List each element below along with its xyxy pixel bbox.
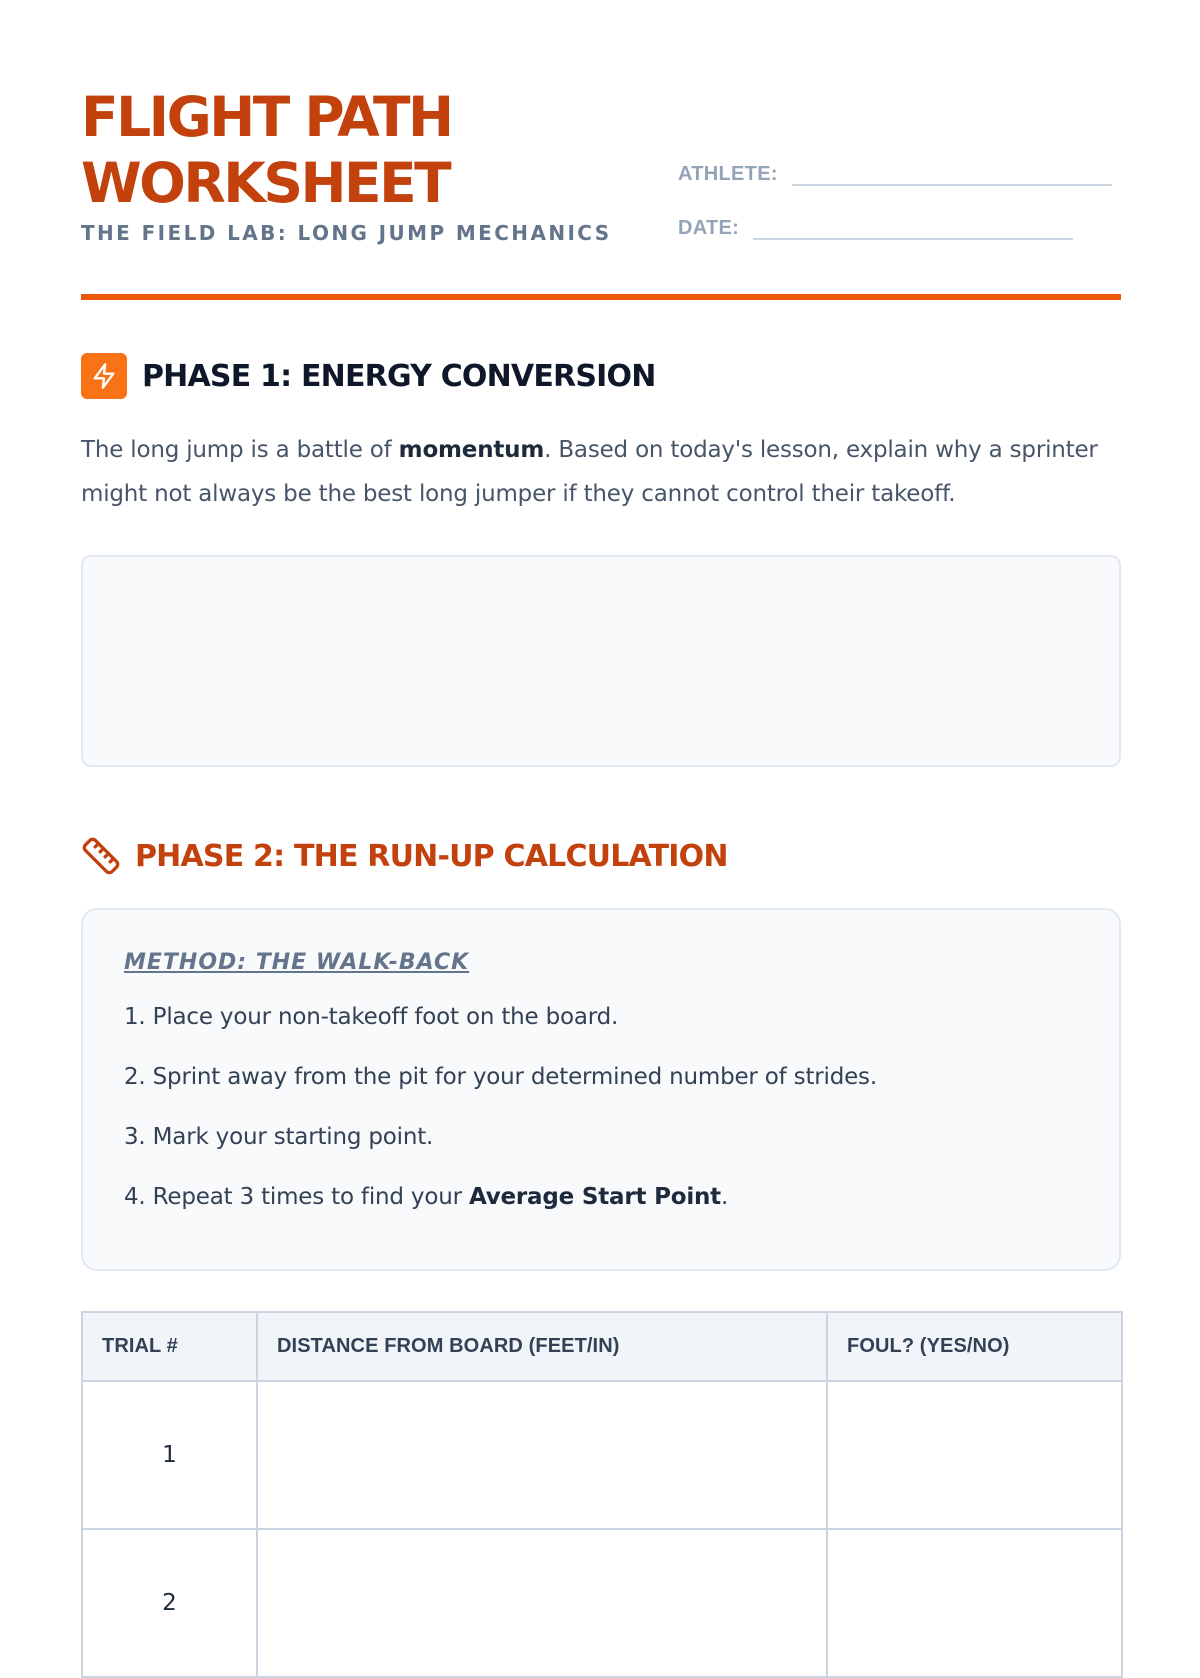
prompt-keyword: momentum	[398, 437, 545, 463]
table-row	[82, 1381, 1122, 1529]
ruler-icon	[81, 836, 121, 876]
foul-column-header: FOUL? (YES/NO)	[827, 1312, 1122, 1381]
method-step-1: 1. Place your non-takeoff foot on the board.	[124, 1004, 619, 1030]
title-line-2: WORKSHEET	[81, 151, 450, 215]
header-divider	[81, 294, 1121, 300]
phase-1-prompt	[81, 428, 1121, 516]
athlete-input-line[interactable]	[792, 162, 1112, 186]
step-4-text-start: 4. Repeat 3 times to find your	[124, 1184, 469, 1210]
trial-number-cell: 1	[82, 1381, 257, 1529]
method-step-3: 3. Mark your starting point.	[124, 1124, 434, 1150]
phase-1-heading	[81, 353, 656, 399]
page-subtitle: THE FIELD LAB: LONG JUMP MECHANICS	[81, 221, 612, 245]
trials-table	[81, 1311, 1123, 1678]
distance-cell[interactable]	[257, 1381, 827, 1529]
foul-cell[interactable]	[827, 1381, 1122, 1529]
date-label: DATE:	[678, 217, 740, 239]
prompt-text-start: The long jump is a battle of	[81, 437, 399, 463]
method-box	[81, 908, 1121, 1271]
table-header-row	[82, 1312, 1122, 1381]
phase-2-title: PHASE 2: THE RUN-UP CALCULATION	[135, 838, 728, 874]
phase-1-title: PHASE 1: ENERGY CONVERSION	[142, 358, 656, 394]
lightning-icon	[81, 353, 127, 399]
title-line-1: FLIGHT PATH	[81, 85, 452, 149]
trial-number-cell: 2	[82, 1529, 257, 1677]
date-input-line[interactable]	[753, 216, 1073, 240]
page-title	[81, 84, 452, 216]
foul-cell[interactable]	[827, 1529, 1122, 1677]
phase-2-heading	[81, 836, 728, 876]
worksheet-header	[81, 84, 1121, 284]
step-4-keyword: Average Start Point	[468, 1184, 721, 1210]
distance-column-header: DISTANCE FROM BOARD (FEET/IN)	[257, 1312, 827, 1381]
step-4-text-end: .	[720, 1184, 729, 1210]
method-step-2: 2. Sprint away from the pit for your determined number of strides.	[124, 1064, 877, 1090]
date-field	[678, 216, 1073, 240]
phase-1-answer-box[interactable]	[81, 555, 1121, 767]
athlete-field	[678, 162, 1112, 186]
trial-column-header: TRIAL #	[82, 1312, 257, 1381]
distance-cell[interactable]	[257, 1529, 827, 1677]
athlete-label: ATHLETE:	[678, 163, 778, 185]
method-title: METHOD: THE WALK-BACK	[124, 950, 470, 975]
method-step-4	[124, 1179, 1078, 1215]
prompt-text-end: . Based on today's lesson, explain why a sprinter might not always be the best long jumper if they cannot control their takeoff.	[81, 437, 1098, 507]
table-row	[82, 1529, 1122, 1677]
